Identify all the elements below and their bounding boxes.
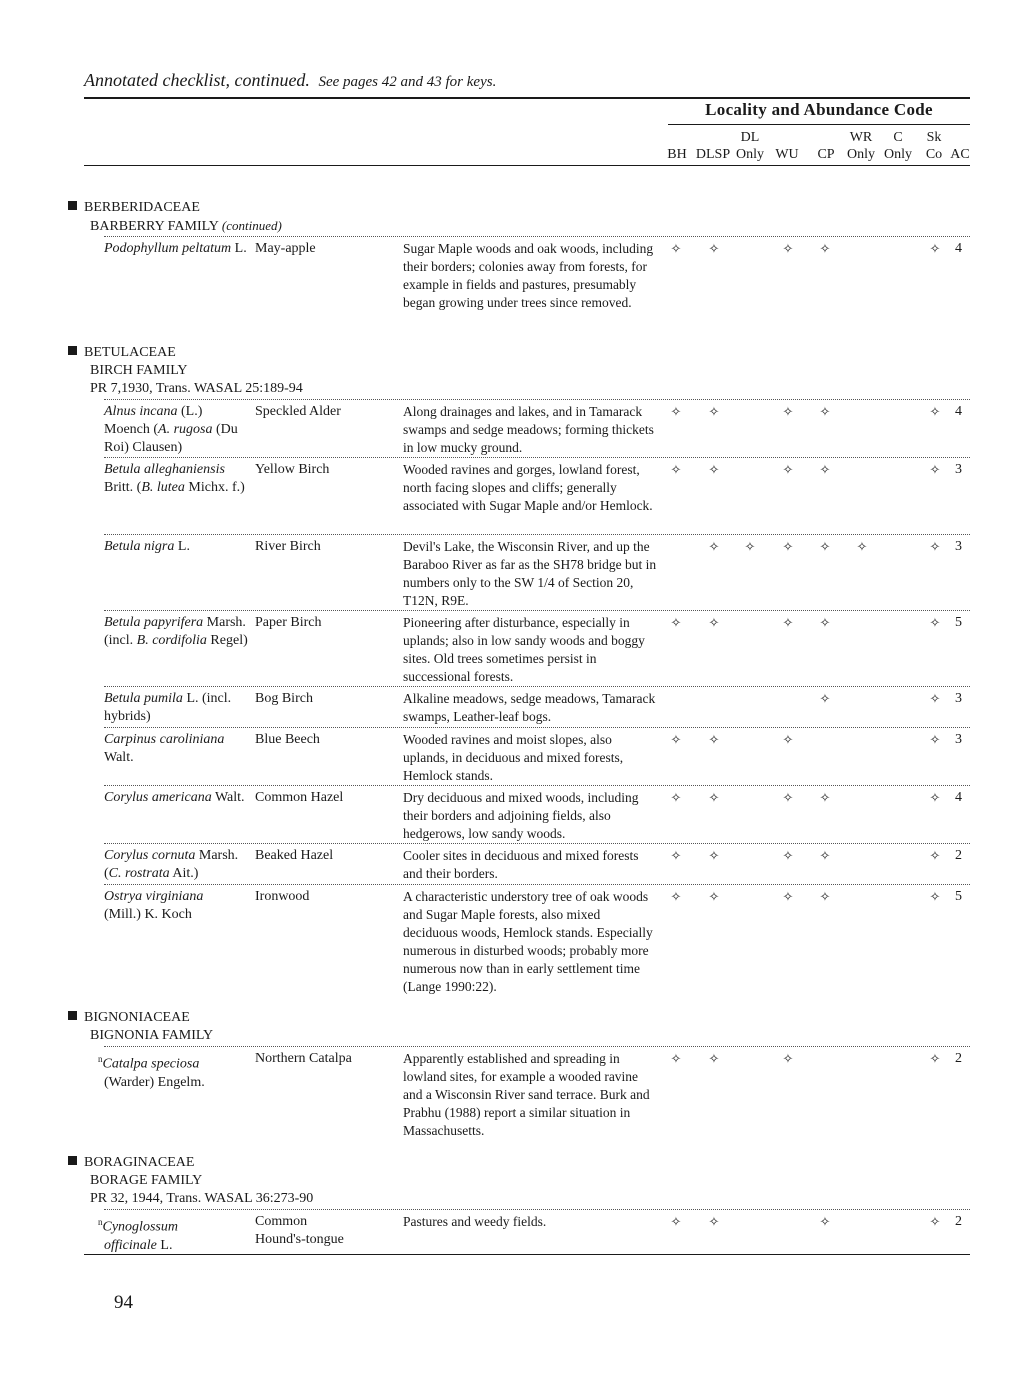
abundance-code: 5 [955,889,962,904]
family-name: BERBERIDACEAE [84,200,200,215]
presence-diamond-icon: ✧ [929,462,941,477]
genus-species: Betula pumila [104,691,183,706]
presence-diamond-icon: ✧ [782,848,794,863]
presence-diamond-icon: ✧ [670,889,682,904]
bullet-square-icon [68,201,77,210]
abundance-code: 3 [955,732,962,747]
keys-note: See pages 42 and 43 for keys. [318,74,497,90]
scientific-name: $^n$Catalpa speciosa (Warder) Engelm. [98,1054,205,1090]
genus-species: Cynoglossum [102,1219,178,1235]
genus-species: Betula papyrifera [104,615,204,630]
presence-diamond-icon: ✧ [670,1214,682,1229]
row-divider [104,686,970,687]
genus-species: Ostrya virginiana [104,889,204,904]
presence-diamond-icon: ✧ [670,732,682,747]
family-common-name: BIGNONIA FAMILY [90,1028,214,1043]
bullet-square-icon [68,1156,77,1165]
habitat-description: Along drainages and lakes, and in Tamarack swamps and sedge meadows; forming thickets in low mucky ground. [403,404,654,455]
header-bottom-rule [84,165,970,166]
family-name: BIGNONIACEAE [84,1010,190,1025]
common-name: Common Hazel [255,790,344,805]
common-name: Paper Birch [255,615,322,630]
habitat-description: A characteristic understory tree of oak woods and Sugar Maple forests, also mixed deciduous woods, Hemlock stands. Especially numerous in disturbed woods; probably more numerous now than in early settlement time (Lange 1990:22). [403,889,653,994]
presence-diamond-icon: ✧ [708,1051,720,1066]
scientific-name: Carpinus caroliniana Walt. [104,732,225,765]
common-name: Beaked Hazel [255,848,334,863]
scientific-name-fragment: B. cordifolia [136,633,207,648]
presence-diamond-icon: ✧ [819,691,831,706]
presence-diamond-icon: ✧ [929,691,941,706]
locality-underline [668,124,970,125]
habitat-description: Pioneering after disturbance, especially in uplands; also in low sandy woods and boggy sites. Old trees sometimes persist in successional forests. [403,615,645,684]
family-common-name: BARBERRY FAMILY [90,219,219,234]
scientific-name-fragment: B. lutea [141,480,185,495]
habitat-description: Dry deciduous and mixed woods, including their borders and adjoining fields, also hedgerows, low sandy woods. [403,790,639,841]
presence-diamond-icon: ✧ [782,462,794,477]
presence-diamond-icon: ✧ [929,889,941,904]
presence-diamond-icon: ✧ [670,241,682,256]
row-divider [104,884,970,885]
family-reference: PR 32, 1944, Trans. WASAL 36:273-90 [90,1191,314,1206]
page-number: 94 [114,1292,133,1313]
habitat-description: Wooded ravines and gorges, lowland forest, north facing slopes and cliffs; generally associated with Sugar Maple and/or Hemlock. [403,462,653,513]
presence-diamond-icon: ✧ [708,848,720,863]
genus-species: Betula alleghaniensis [104,462,225,477]
common-name: Ironwood [255,889,310,904]
presence-diamond-icon: ✧ [819,790,831,805]
col-c-only: C Only [884,130,912,162]
abundance-code: 2 [955,1051,962,1066]
col-dl-only: DL Only [736,130,764,162]
habitat-description: Sugar Maple woods and oak woods, including their borders; colonies away from forests, for example in fields and pastures, presumably began growing under trees since removed. [403,241,654,310]
presence-diamond-icon: ✧ [708,732,720,747]
family-name: BORAGINACEAE [84,1155,195,1170]
row-divider [104,399,970,400]
presence-diamond-icon: ✧ [708,889,720,904]
common-name: Common Hound's-tongue [255,1214,344,1247]
common-name: May-apple [255,241,316,256]
family-bignoniaceae [68,1009,213,1045]
scientific-name: $^n$Cynoglossum officinale L. [98,1217,178,1253]
naturalized-marker: n [98,1217,103,1227]
common-name: Northern Catalpa [255,1051,352,1066]
family-name: BETULACEAE [84,345,176,360]
scientific-name: Podophyllum peltatum L. [104,241,247,256]
row-divider [104,1046,970,1047]
presence-diamond-icon: ✧ [782,1051,794,1066]
genus-species: Betula nigra [104,539,175,554]
common-name: Blue Beech [255,732,320,747]
habitat-description: Alkaline meadows, sedge meadows, Tamarack swamps, Leather-leaf bogs. [403,691,656,724]
row-divider [104,843,970,844]
presence-diamond-icon: ✧ [819,615,831,630]
common-name: Bog Birch [255,691,313,706]
presence-diamond-icon: ✧ [670,848,682,863]
scientific-name: Betula papyrifera Marsh. (incl. B. cordifolia Regel) [104,615,248,648]
row-divider [104,727,970,728]
presence-diamond-icon: ✧ [819,462,831,477]
presence-diamond-icon: ✧ [856,539,868,554]
row-divider [104,1209,970,1210]
scientific-name: Betula pumila L. (incl. hybrids) [104,691,232,724]
locality-header: Locality and Abundance Code [705,100,933,119]
presence-diamond-icon: ✧ [819,539,831,554]
presence-diamond-icon: ✧ [929,539,941,554]
habitat-description: Pastures and weedy fields. [403,1214,547,1229]
common-name: River Birch [255,539,321,554]
col-wr-only: WR Only [847,130,875,162]
presence-diamond-icon: ✧ [708,462,720,477]
presence-diamond-icon: ✧ [929,241,941,256]
abundance-code: 3 [955,691,962,706]
presence-diamond-icon: ✧ [782,241,794,256]
presence-diamond-icon: ✧ [929,790,941,805]
presence-diamond-icon: ✧ [708,1214,720,1229]
scientific-name: Betula alleghaniensis Britt. (B. lutea Michx. f.) [104,462,245,495]
scientific-name: Betula nigra L. [104,539,190,554]
presence-diamond-icon: ✧ [708,404,720,419]
scientific-name-fragment: officinale [104,1237,157,1253]
family-note: (continued) [221,218,282,233]
naturalized-marker: n [98,1054,103,1064]
presence-diamond-icon: ✧ [929,732,941,747]
col-sk-co: Sk Co [925,130,943,162]
presence-diamond-icon: ✧ [782,404,794,419]
presence-diamond-icon: ✧ [782,615,794,630]
presence-diamond-icon: ✧ [782,889,794,904]
row-divider [104,457,970,458]
presence-diamond-icon: ✧ [670,462,682,477]
presence-diamond-icon: ✧ [929,848,941,863]
abundance-code: 2 [955,848,962,863]
presence-diamond-icon: ✧ [782,539,794,554]
scientific-name: Ostrya virginiana (Mill.) K. Koch [104,889,204,922]
col-ac: AC [950,147,970,162]
scientific-name: Corylus americana Walt. [104,790,245,805]
presence-diamond-icon: ✧ [819,241,831,256]
genus-species: Corylus americana [104,790,212,805]
presence-diamond-icon: ✧ [708,790,720,805]
presence-diamond-icon: ✧ [782,790,794,805]
col-bh: BH [667,147,687,162]
genus-species: Carpinus caroliniana [104,732,225,747]
abundance-code: 5 [955,615,962,630]
family-reference: PR 7,1930, Trans. WASAL 25:189-94 [90,381,303,396]
row-divider [104,534,970,535]
col-wu: WU [775,147,799,162]
family-betulaceae [68,344,303,398]
presence-diamond-icon: ✧ [744,539,756,554]
habitat-description: Wooded ravines and moist slopes, also uplands, in deciduous and mixed forests, Hemlock stands. [403,732,624,783]
presence-diamond-icon: ✧ [670,790,682,805]
row-divider [104,236,970,237]
common-name: Yellow Birch [255,462,330,477]
abundance-code: 4 [955,404,962,419]
presence-diamond-icon: ✧ [708,539,720,554]
scientific-name-fragment: C. rostrata [108,866,170,881]
common-name: Speckled Alder [255,404,341,419]
col-cp: CP [817,147,835,162]
abundance-code: 3 [955,462,962,477]
abundance-code: 2 [955,1214,962,1229]
scientific-name-fragment: A. rugosa [158,422,213,437]
presence-diamond-icon: ✧ [819,848,831,863]
scientific-name: Alnus incana (L.) Moench (A. rugosa (Du Roi) Clausen) [104,404,238,455]
presence-diamond-icon: ✧ [819,889,831,904]
row-divider [104,610,970,611]
abundance-code: 4 [955,241,962,256]
presence-diamond-icon: ✧ [929,1214,941,1229]
row-divider [104,785,970,786]
presence-diamond-icon: ✧ [708,241,720,256]
family-berberidaceae [68,199,282,236]
presence-diamond-icon: ✧ [819,404,831,419]
habitat-description: Apparently established and spreading in lowland sites, for example a wooded ravine and a Wisconsin River sand terrace. Burk and Prabhu (1988) report a similar situation in Massachusetts. [403,1051,650,1138]
presence-diamond-icon: ✧ [929,404,941,419]
family-common-name: BIRCH FAMILY [90,363,188,378]
bullet-square-icon [68,1011,77,1020]
presence-diamond-icon: ✧ [782,732,794,747]
page-title: Annotated checklist, continued. See pages 42 and 43 for keys. [84,70,497,90]
header-top-rule [84,97,970,99]
habitat-description: Devil's Lake, the Wisconsin River, and up the Baraboo River as far as the SH78 bridge but in numbers only to the SW 1/4 of Section 20, T12N, R9E. [403,539,657,608]
genus-species: Alnus incana [104,404,178,419]
habitat-description: Cooler sites in deciduous and mixed forests and their borders. [403,848,639,881]
family-boraginaceae [68,1154,313,1208]
presence-diamond-icon: ✧ [670,615,682,630]
scientific-name: Corylus cornuta Marsh. (C. rostrata Ait.) [104,848,239,881]
genus-species: Corylus cornuta [104,848,196,863]
presence-diamond-icon: ✧ [929,1051,941,1066]
abundance-code: 4 [955,790,962,805]
presence-diamond-icon: ✧ [819,1214,831,1229]
family-common-name: BORAGE FAMILY [90,1173,203,1188]
abundance-code: 3 [955,539,962,554]
bullet-square-icon [68,346,77,355]
presence-diamond-icon: ✧ [708,615,720,630]
presence-diamond-icon: ✧ [929,615,941,630]
genus-species: Catalpa speciosa [102,1056,200,1072]
genus-species: Podophyllum peltatum [104,241,232,256]
col-dlsp: DLSP [695,147,731,162]
presence-diamond-icon: ✧ [670,1051,682,1066]
presence-diamond-icon: ✧ [670,404,682,419]
